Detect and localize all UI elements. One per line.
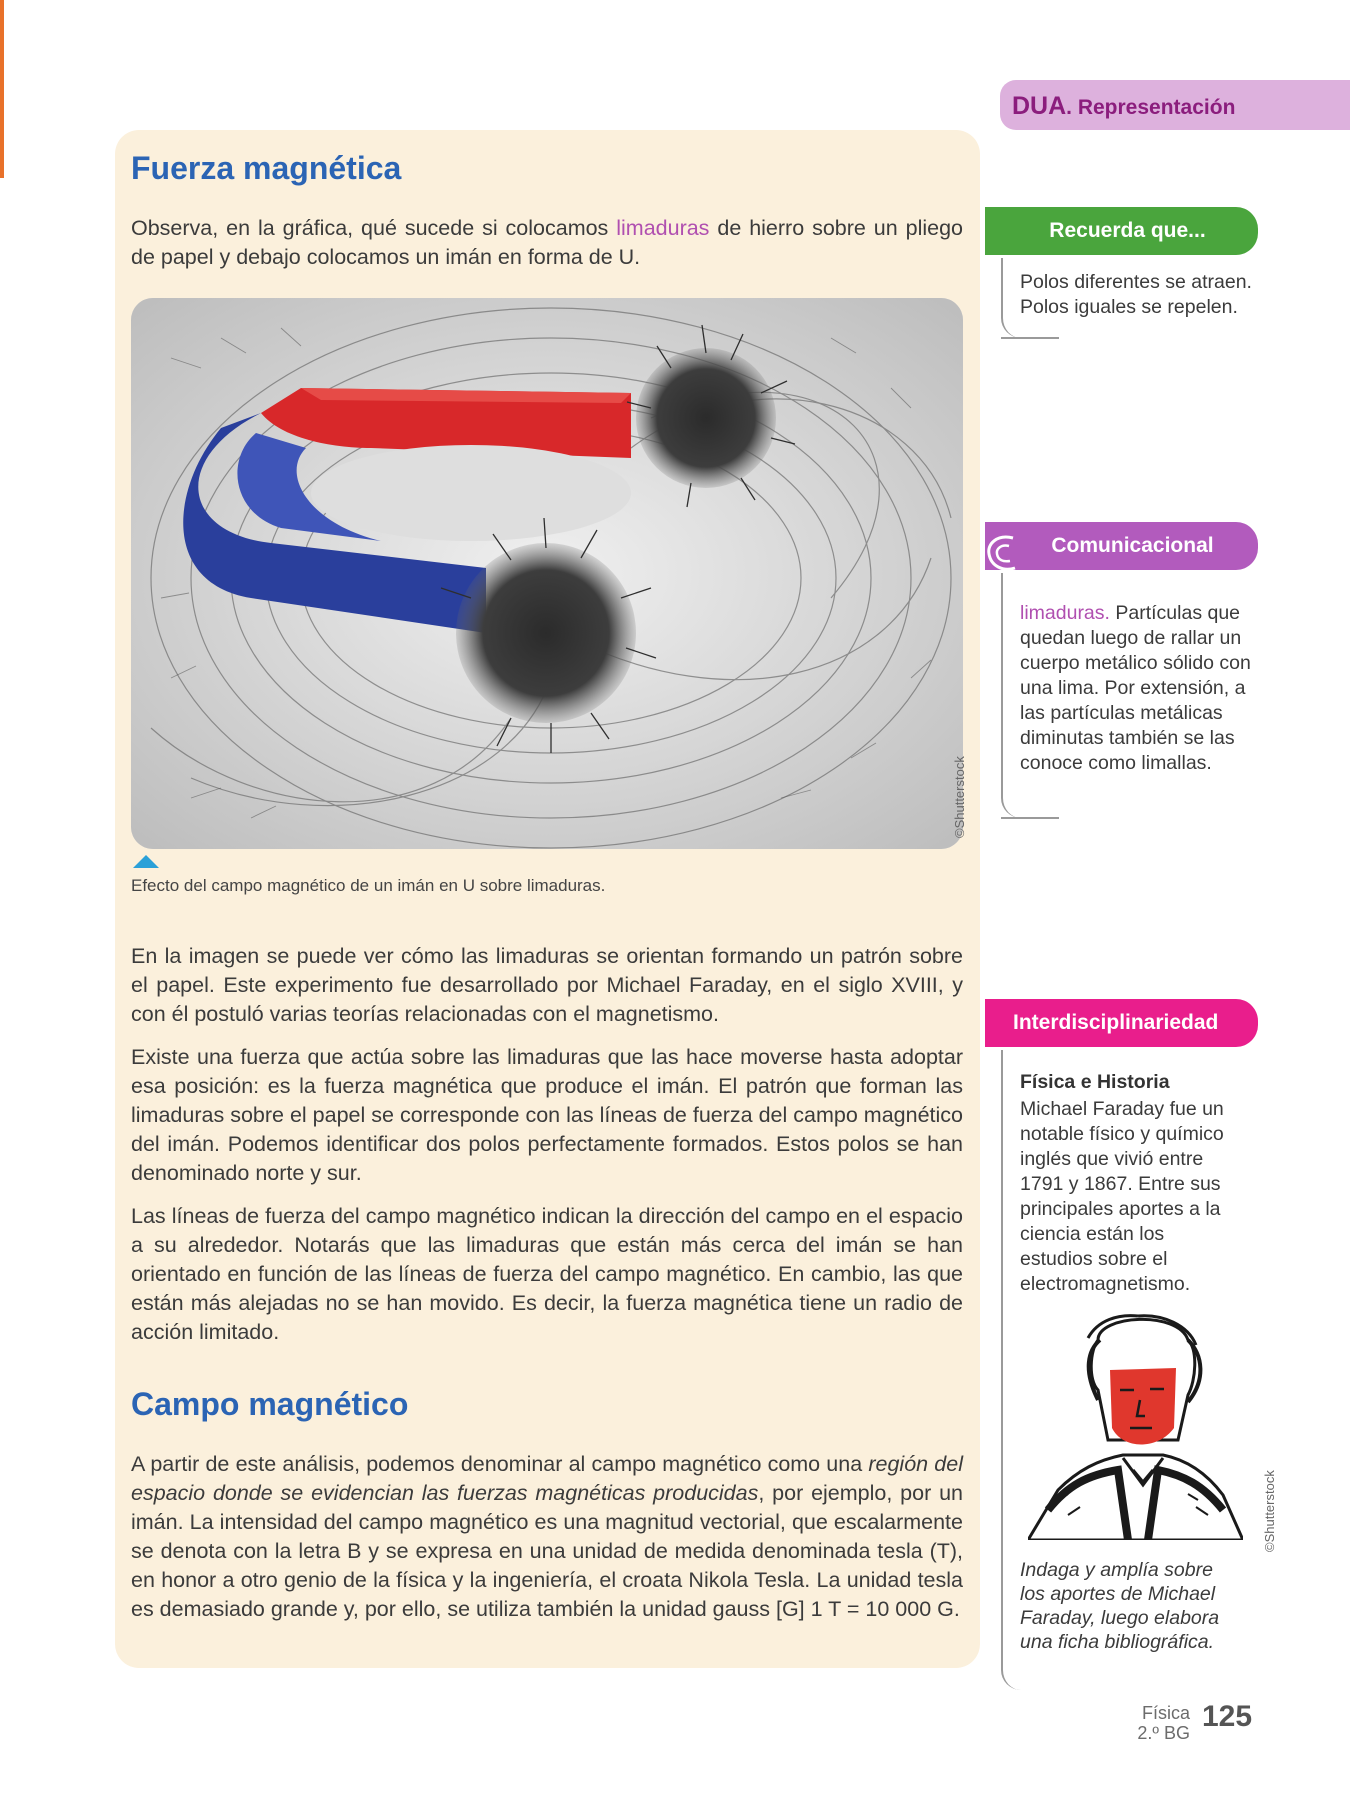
body-paragraph-1: En la imagen se puede ver cómo las limaduras se orientan formando un patrón sobre el papel. Este experimento fue desarrollado por Michael Faraday, en el siglo XVIII, y con él postuló varias teorías relacionadas con el magnetismo.	[131, 944, 963, 1026]
faraday-bio: Michael Faraday fue un notable físico y químico inglés que vivió entre 1791 y 1867. Entre sus principales aportes a la ciencia están los estudios sobre el electromagnetismo.	[1020, 1098, 1224, 1295]
dua-category: . Representación	[1066, 96, 1236, 119]
definition-italic: región del espacio donde se evidencian las fuerzas magnéticas producidas	[131, 1452, 963, 1505]
interdisciplinariedad-header	[985, 999, 1258, 1047]
heading-fuerza-magnetica: Fuerza magnética	[131, 150, 402, 186]
body-paragraph-2: Existe una fuerza que actúa sobre las limaduras que las hace moverse hasta adoptar esa posición: es la fuerza magnética que produce el imán. El patrón que forman las limaduras sobre el papel se corresponde con las líneas de fuerza del campo magnético del imán. Podemos identificar dos polos perfectamente formados. Estos polos se han denominado norte y sur.	[131, 1045, 963, 1185]
comunicacional-footer-line	[1001, 817, 1059, 819]
horseshoe-magnet-illustration	[131, 298, 963, 849]
body-paragraph-3: Las líneas de fuerza del campo magnético indican la dirección del campo en el espacio a su alrededor. Notarás que las limaduras que están más cerca del imán se han orientado en función de las líneas de fuerza del campo magnético. En cambio, las que están más alejadas no se han movido. Es decir, la fuerza magnética tiene un radio de acción limitado.	[131, 1204, 963, 1344]
photo-credit: ©Shutterstock	[952, 756, 967, 838]
magnet-photo	[131, 298, 963, 849]
recuerda-line-1: Polos diferentes se atraen.	[1020, 271, 1252, 293]
campo-magnetico-paragraph: A partir de este análisis, podemos denominar al campo magnético como una región del espacio donde se evidencian las fuerzas magnéticas producidas, por ejemplo, por un imán. La intensidad del campo magnético es una magnitud vectorial, que escalarmente se denota con la letra B y se expresa en una unidad de medida denominada tesla (T), en honor a otro genio de la física y la ingeniería, el croata Nikola Tesla. La unidad tesla es demasiado grande y, por ello, se utiliza también la unidad gauss [G] 1 T = 10 000 G.	[131, 1452, 963, 1621]
dua-tab	[1000, 80, 1350, 130]
term-limaduras: limaduras.	[1020, 602, 1110, 624]
portrait-credit: ©Shutterstock	[1262, 1470, 1277, 1552]
comunicacional-header	[985, 522, 1258, 570]
intro-paragraph: Observa, en la gráfica, qué sucede si colocamos limaduras de hierro sobre un pliego de papel y debajo colocamos un imán en forma de U.	[131, 216, 963, 269]
photo-caption: Efecto del campo magnético de un imán en U sobre limaduras.	[131, 876, 606, 895]
page-edge-bar	[0, 0, 4, 178]
recuerda-title: Recuerda que...	[1049, 219, 1206, 242]
faraday-activity: Indaga y amplía sobre los aportes de Michael Faraday, luego elabora una ficha bibliográfica.	[1020, 1559, 1220, 1653]
recuerda-footer-line	[1001, 337, 1059, 339]
dua-label: DUA	[1012, 92, 1067, 120]
caption-arrow-icon	[133, 855, 159, 868]
recuerda-body	[1001, 258, 1259, 338]
interdisciplinariedad-title: Interdisciplinariedad	[1013, 1011, 1219, 1034]
interdisciplinariedad-body	[1001, 1050, 1259, 1690]
recuerda-line-2: Polos iguales se repelen.	[1020, 296, 1238, 318]
comunicacional-c-icon	[983, 532, 1023, 576]
recuerda-header	[985, 207, 1258, 255]
page-number: 125	[1202, 1700, 1253, 1733]
folio-grade: 2.º BG	[1137, 1723, 1190, 1743]
folio-subject-grade	[1130, 1703, 1190, 1743]
interdisciplinariedad-subtitle: Física e Historia	[1020, 1071, 1170, 1093]
heading-campo-magnetico: Campo magnético	[131, 1386, 409, 1422]
comunicacional-title: Comunicacional	[1051, 534, 1214, 557]
folio-subject: Física	[1141, 1703, 1190, 1723]
faraday-portrait	[1028, 1310, 1243, 1540]
comunicacional-body	[1001, 573, 1259, 818]
comunicacional-definition: limaduras. Partículas que quedan luego de rallar un cuerpo metálico sólido con una lima. Por extensión, a las partículas metálicas diminutas también se las conoce como limallas.	[1020, 602, 1251, 774]
keyword-limaduras: limaduras	[616, 216, 710, 240]
